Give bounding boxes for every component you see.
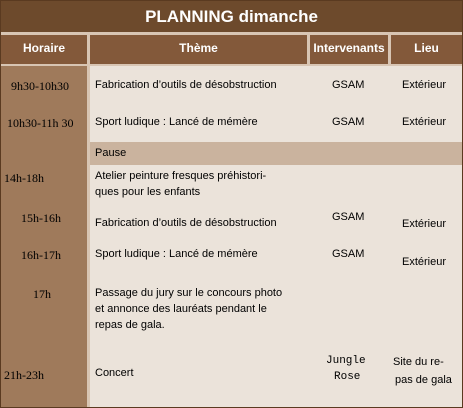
row6-theme: Sport ludique : Lancé de mémère [95, 248, 258, 260]
row2-theme: Sport ludique : Lancé de mémère [95, 116, 258, 128]
row2-horaire: 10h30-11h 30 [7, 116, 74, 130]
header-intervenants: Intervenants [310, 35, 388, 64]
row7-theme-line2: et annonce des lauréats pendant le [95, 303, 267, 315]
header-horaire: Horaire [1, 35, 87, 64]
row8-horaire: 21h-23h [4, 368, 44, 382]
row7-theme-line1: Passage du jury sur le concours photo [95, 287, 283, 299]
header-theme: Thème [90, 35, 307, 64]
row7-theme-line3: repas de gala. [95, 319, 165, 331]
table-title: PLANNING dimanche [1, 1, 462, 32]
row7-horaire: 17h [33, 287, 51, 301]
row8-lieu-line1: Site du re- [393, 356, 444, 368]
pause-row [90, 142, 462, 165]
row1-horaire: 9h30-10h30 [11, 79, 69, 93]
header-lieu: Lieu [391, 35, 462, 64]
row1-theme: Fabrication d’outils de désobstruction [95, 79, 277, 91]
row5-lieu: Extérieur [402, 218, 447, 230]
row2-lieu: Extérieur [402, 116, 447, 128]
row8-lieu-line2: pas de gala [395, 374, 452, 386]
row6-intervenants: GSAM [332, 248, 365, 260]
row4-theme-line2: ques pour les enfants [95, 186, 201, 198]
row5-theme: Fabrication d’outils de désobstruction [95, 217, 277, 229]
row6-lieu: Extérieur [402, 256, 447, 268]
row4-horaire: 14h-18h [4, 171, 44, 185]
row1-intervenants: GSAM [332, 79, 365, 91]
row6-horaire: 16h-17h [21, 248, 61, 262]
row5-horaire: 15h-16h [21, 211, 61, 225]
row4-theme-line1: Atelier peinture fresques préhistori- [95, 170, 267, 182]
row2-intervenants: GSAM [332, 116, 365, 128]
row8-intervenants-line2: Rose [334, 371, 361, 383]
row8-intervenants-line1: Jungle [326, 355, 366, 367]
row5-intervenants: GSAM [332, 211, 365, 223]
row1-lieu: Extérieur [402, 79, 447, 91]
row3-theme: Pause [95, 147, 127, 159]
row8-theme: Concert [95, 367, 134, 379]
